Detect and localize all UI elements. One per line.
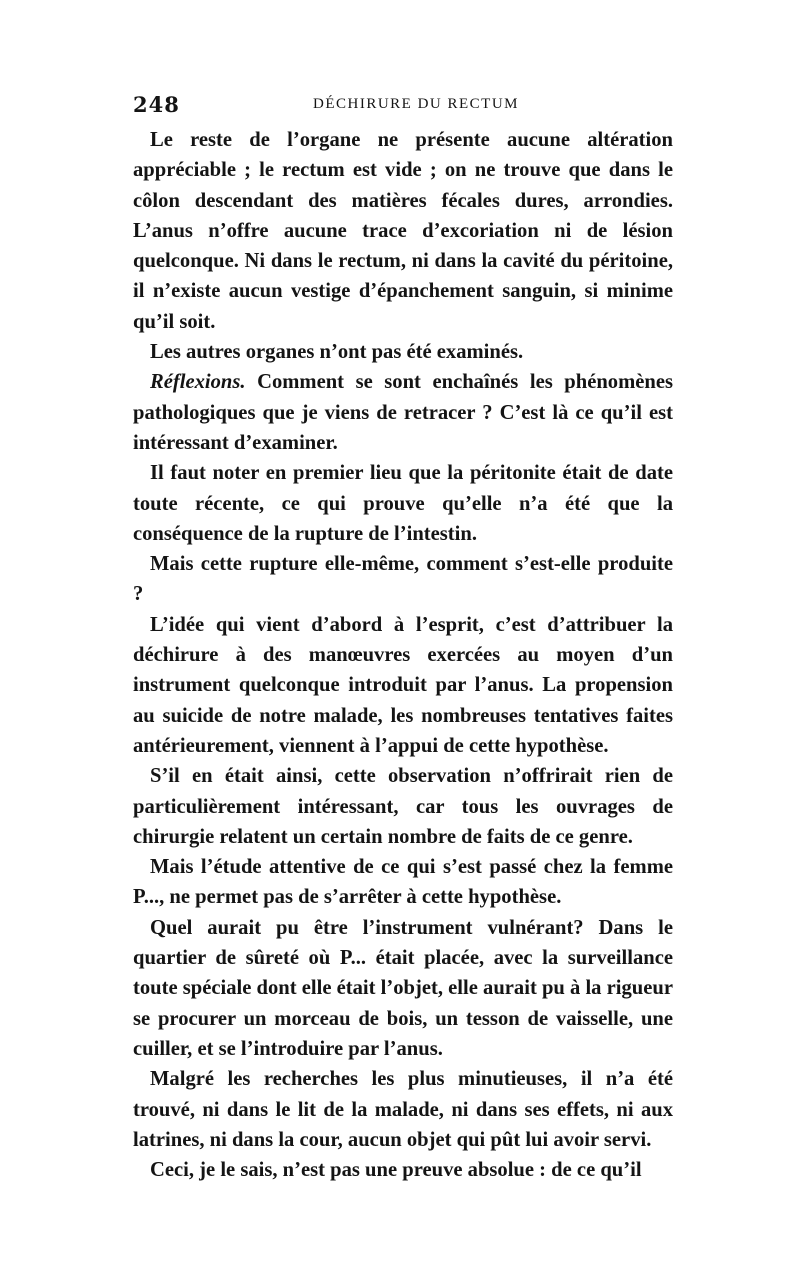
paragraph [133, 761, 673, 852]
paragraph [133, 1155, 673, 1185]
paragraph-text: Mais l’étude attentive de ce qui s’est passé chez la femme P..., ne permet pas de s’arrêter à cette hypothèse. [133, 856, 673, 909]
running-title: DÉCHIRURE DU RECTUM [313, 96, 520, 112]
paragraph [133, 1064, 673, 1155]
paragraph-text: Comment se sont enchaînés les phénomènes pathologiques que je viens de retracer ? C’est là ce qu’il est intéressant d’examiner. [133, 371, 673, 454]
paragraph-text: Les autres organes n’ont pas été examinés. [150, 341, 524, 364]
paragraph [133, 549, 673, 610]
page-number: 248 [133, 92, 180, 117]
paragraph [133, 458, 673, 549]
paragraph [133, 125, 673, 337]
paragraph-lead: Réflexions. [150, 371, 246, 394]
paragraph [133, 852, 673, 913]
paragraph-text: Malgré les recherches les plus minutieuses, il n’a été trouvé, ni dans le lit de la malade, ni dans ses effets, ni aux latrines, ni dans la cour, aucun objet qui pût lui avoir servi. [133, 1068, 673, 1151]
paragraph-text: L’idée qui vient d’abord à l’esprit, c’est d’attribuer la déchirure à des manœuvres exercées au moyen d’un instrument quelconque introduit par l’anus. La propension au suicide de notre malade, les nombreuses tentatives faites antérieurement, viennent à l’appui de cette hypothèse. [133, 613, 673, 757]
paragraph-text: Ceci, je le sais, n’est pas une preuve absolue : de ce qu’il [150, 1159, 642, 1182]
paragraph-text: S’il en était ainsi, cette observation n’offrirait rien de particulièrement intéressant, car tous les ouvrages de chirurgie relatent un certain nombre de faits de ce genre. [133, 765, 673, 848]
paragraph [133, 913, 673, 1064]
body-text [133, 125, 673, 1185]
paragraph [133, 337, 673, 367]
paragraph-text: Il faut noter en premier lieu que la péritonite était de date toute récente, ce qui prouve qu’elle n’a été que la conséquence de la rupture de l’intestin. [133, 462, 673, 545]
paragraph-text: Le reste de l’organe ne présente aucune altération appréciable ; le rectum est vide ; on ne trouve que dans le côlon descendant des matières fécales dures, arrondies. L’anus n’offre aucune trace d’excoriation ni de lésion quelconque. Ni dans le rectum, ni dans la cavité du péritoine, il n’existe aucun vestige d’épanchement sanguin, si minime qu’il soit. [133, 129, 673, 333]
paragraph [133, 610, 673, 761]
paragraph-text: Mais cette rupture elle-même, comment s’est-elle produite ? [133, 553, 673, 606]
paragraph [133, 367, 673, 458]
paragraph-text: Quel aurait pu être l’instrument vulnérant? Dans le quartier de sûreté où P... était placée, avec la surveillance toute spéciale dont elle était l’objet, elle aurait pu à la rigueur se procurer un morceau de bois, un tesson de vaisselle, une cuiller, et se l’introduire par l’anus. [133, 916, 673, 1060]
page-header [133, 92, 673, 120]
